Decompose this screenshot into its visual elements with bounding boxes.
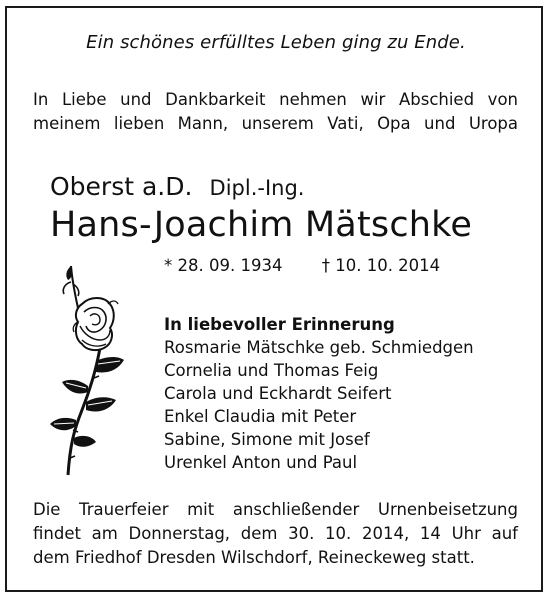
life-dates <box>164 256 440 275</box>
mourners-list <box>164 313 474 474</box>
mourners-heading: In liebevoller Erinnerung <box>164 315 395 334</box>
mourner-name: Carola und Eckhardt Seifert <box>164 384 392 403</box>
mourner-name: Cornelia und Thomas Feig <box>164 361 379 380</box>
intro-line-2: meinem lieben Mann, unserem Vati, Opa und Uropa <box>33 114 518 133</box>
mourner-name: Sabine, Simone mit Josef <box>164 430 370 449</box>
rose-illustration-icon <box>38 260 138 480</box>
mourner-name: Enkel Claudia mit Peter <box>164 407 357 426</box>
birth-date: * 28. 09. 1934 <box>164 256 283 275</box>
funeral-line-1: Die Trauerfeier mit anschließender Urnenbeisetzung <box>33 500 518 519</box>
funeral-info <box>33 498 518 570</box>
funeral-line-3: dem Friedhof Dresden Wilschdorf, Reineckeweg statt. <box>33 548 475 567</box>
death-date: † 10. 10. 2014 <box>321 256 441 275</box>
deceased-name: Hans-Joachim Mätschke <box>50 205 473 245</box>
intro-text <box>33 88 518 136</box>
intro-line-1: In Liebe und Dankbarkeit nehmen wir Abschied von <box>33 90 518 109</box>
deceased-degree: Dipl.-Ing. <box>209 176 305 200</box>
mourner-name: Urenkel Anton und Paul <box>164 453 358 472</box>
mourner-name: Rosmarie Mätschke geb. Schmiedgen <box>164 338 474 357</box>
deceased-rank: Oberst a.D. <box>50 172 193 201</box>
motto-line: Ein schönes erfülltes Leben ging zu Ende. <box>86 32 466 53</box>
funeral-line-2: findet am Donnerstag, dem 30. 10. 2014, 14 Uhr auf <box>33 524 518 543</box>
deceased-titles <box>50 172 304 201</box>
